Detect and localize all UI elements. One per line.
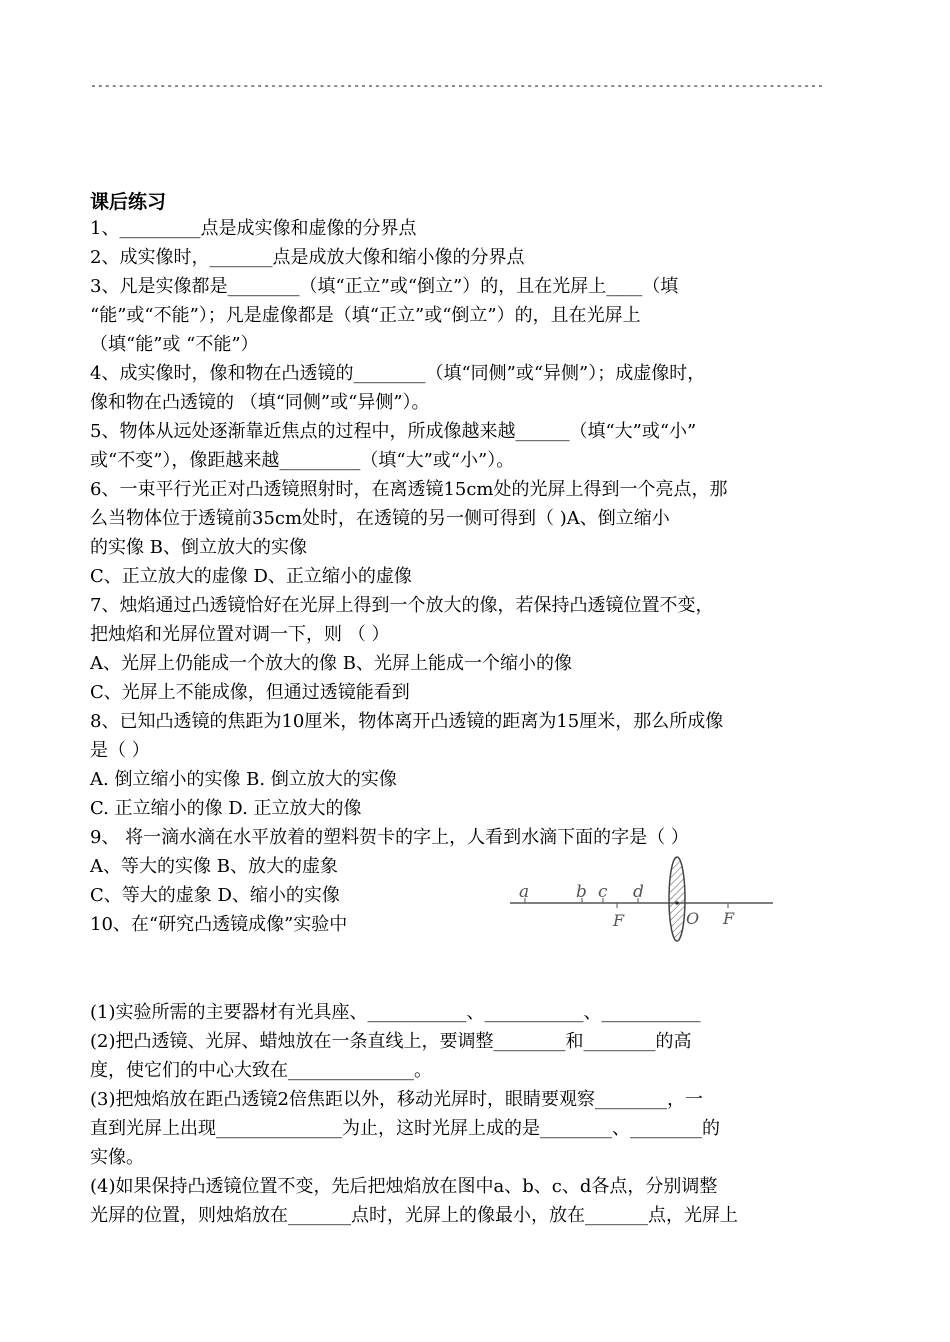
- line-q4b: 像和物在凸透镜的 （填“同侧”或“异侧”）。: [90, 392, 430, 413]
- line-q10-4a: (4)如果保持凸透镜位置不变，先后把烛焰放在图中a、b、c、d各点，分别调整: [90, 1176, 718, 1197]
- label-f-left: F: [613, 911, 625, 930]
- line-q7d: C、光屏上不能成像，但通过透镜能看到: [90, 682, 410, 703]
- lens-diagram: [505, 852, 780, 944]
- line-q8b: 是（ ）: [90, 740, 150, 761]
- label-o: O: [686, 909, 700, 928]
- line-q9a: 9、 将一滴水滴在水平放着的塑料贺卡的字上，人看到水滴下面的字是（ ）: [90, 827, 689, 848]
- line-q9c: C、等大的虚象 D、缩小的实像: [90, 885, 340, 906]
- line-q3c: （填“能”或 “不能”）: [90, 334, 259, 355]
- convex-lens: [669, 857, 685, 941]
- page-divider: ----------------------------------------------------------------------------------------------------------: [90, 78, 824, 92]
- section-title: 课后练习: [90, 191, 167, 213]
- line-q6b: 么当物体位于透镜前35cm处时，在透镜的另一侧可得到（ )A、倒立缩小: [90, 508, 670, 529]
- line-q10-1: (1)实验所需的主要器材有光具座、___________、___________、___________: [90, 1002, 701, 1023]
- line-q6d: C、正立放大的虚像 D、正立缩小的虚像: [90, 566, 412, 587]
- line-q8c: A. 倒立缩小的实像 B. 倒立放大的实像: [90, 769, 397, 790]
- label-c: c: [598, 882, 608, 902]
- line-q3a: 3、凡是实像都是________（填“正立”或“倒立”）的，且在光屏上____（填: [90, 276, 679, 297]
- line-q10-2a: (2)把凸透镜、光屏、蜡烛放在一条直线上，要调整________和________的高: [90, 1031, 692, 1052]
- label-b: b: [576, 882, 587, 902]
- line-q8d: C. 正立缩小的像 D. 正立放大的像: [90, 798, 362, 819]
- line-q4a: 4、成实像时，像和物在凸透镜的________（填“同侧”或“异侧”）；成虚像时，: [90, 363, 706, 384]
- line-q10: 10、在“研究凸透镜成像”实验中: [90, 914, 348, 935]
- line-q10-3a: (3)把烛焰放在距凸透镜2倍焦距以外，移动光屏时，眼睛要观察________，一: [90, 1089, 703, 1110]
- line-q6c: 的实像 B、倒立放大的实像: [90, 537, 307, 558]
- optical-center: [675, 901, 678, 904]
- line-q10-3b: 直到光屏上出现______________为止，这时光屏上成的是________、________的: [90, 1118, 720, 1139]
- line-q10-2b: 度，使它们的中心大致在______________。: [90, 1060, 432, 1081]
- line-q3b: “能”或“不能”）；凡是虚像都是（填“正立”或“倒立”）的，且在光屏上: [90, 305, 641, 326]
- line-q7c: A、光屏上仍能成一个放大的像 B、光屏上能成一个缩小的像: [90, 653, 572, 674]
- line-q7a: 7、烛焰通过凸透镜恰好在光屏上得到一个放大的像，若保持凸透镜位置不变，: [90, 595, 714, 616]
- line-q6a: 6、一束平行光正对凸透镜照射时，在离透镜15cm处的光屏上得到一个亮点，那: [90, 479, 728, 500]
- line-q1: 1、_________点是成实像和虚像的分界点: [90, 218, 417, 239]
- label-a: a: [519, 882, 530, 902]
- label-d: d: [633, 882, 644, 902]
- line-q5b: 或“不变”），像距越来越_________（填“大”或“小”）。: [90, 450, 515, 471]
- line-q5a: 5、物体从远处逐渐靠近焦点的过程中，所成像越来越______（填“大”或“小”: [90, 421, 697, 442]
- line-q10-3c: 实像。: [90, 1147, 144, 1168]
- line-q9b: A、等大的实像 B、放大的虚象: [90, 856, 338, 877]
- line-q8a: 8、已知凸透镜的焦距为10厘米，物体离开凸透镜的距离为15厘米，那么所成像: [90, 711, 724, 732]
- line-q2: 2、成实像时，_______点是成放大像和缩小像的分界点: [90, 247, 525, 268]
- label-f-right: F: [723, 909, 735, 928]
- line-q7b: 把烛焰和光屏位置对调一下，则 （ ）: [90, 624, 390, 645]
- line-q10-4b: 光屏的位置，则烛焰放在_______点时，光屏上的像最小，放在_______点，光屏上: [90, 1205, 738, 1226]
